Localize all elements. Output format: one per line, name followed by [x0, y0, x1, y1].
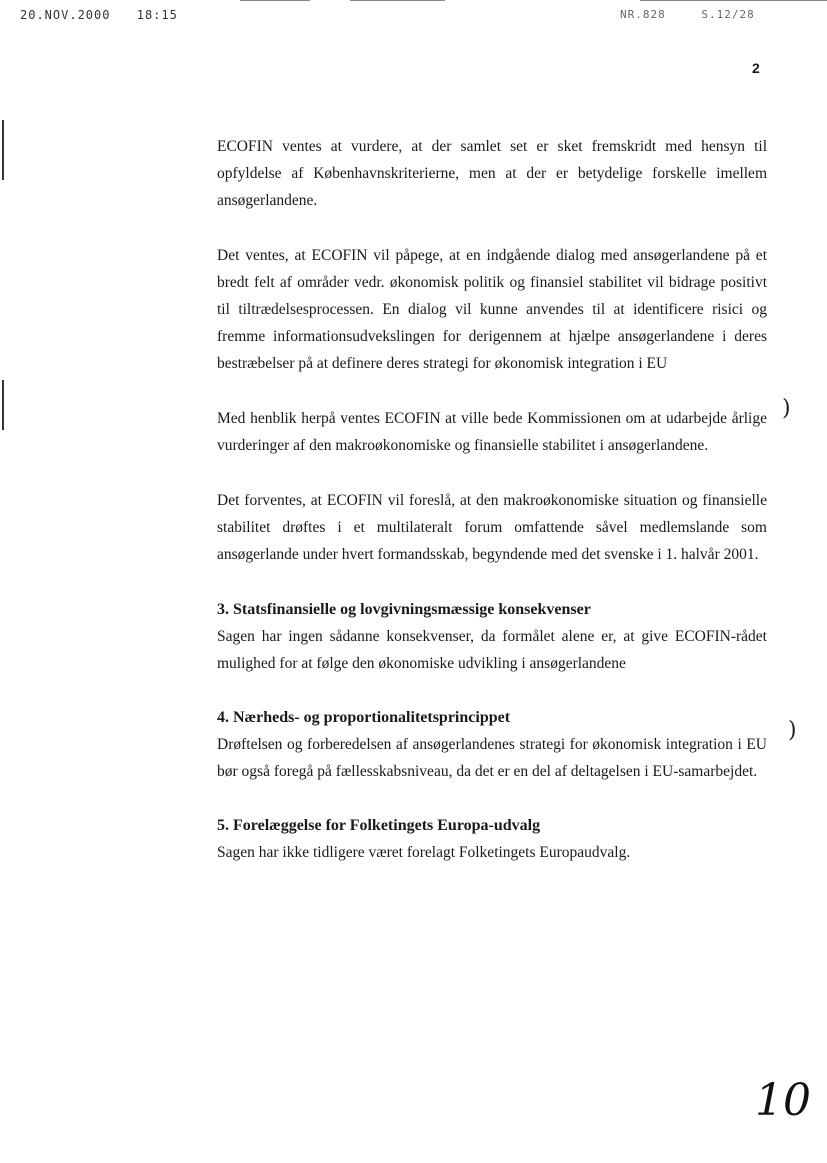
- paragraph: Med henblik herpå ventes ECOFIN at ville bede Kommissionen om at udarbejde årlige vurderinger af den makroøkonomiske og finansielle stabilitet i ansøgerlandene.: [217, 410, 767, 454]
- section-consequences: [217, 596, 767, 677]
- fax-header: [20, 8, 196, 22]
- fax-header-right: [620, 8, 783, 21]
- hole-punch-mark: ): [782, 396, 791, 421]
- fax-time: 18:15: [136, 8, 178, 22]
- section-heading: 5. Forelæggelse for Folketingets Europa-udvalg: [217, 817, 541, 834]
- document-body: [217, 133, 767, 893]
- hole-punch-mark: ): [788, 718, 797, 743]
- section-committee: [217, 812, 767, 866]
- page-number: 2: [752, 60, 760, 76]
- section-subsidiarity: [217, 704, 767, 785]
- fax-number: NR.828: [620, 8, 666, 21]
- paragraph: Det forventes, at ECOFIN vil foreslå, at den makroøkonomiske situation og finansielle stabilitet drøftes i et multilateralt forum omfattende såvel medlemslande som ansøgerlande under hvert formandsskab, begyndende med det svenske i 1. halvår 2001.: [217, 492, 767, 563]
- handwritten-page-number: 10: [755, 1075, 811, 1126]
- section-body: Sagen har ikke tidligere været forelagt Folketingets Europaudvalg.: [217, 844, 631, 861]
- section-heading: 3. Statsfinansielle og lovgivningsmæssige konsekvenser: [217, 601, 591, 618]
- top-scan-rule: [350, 0, 445, 1]
- section-heading: 4. Nærheds- og proportionalitetsprincippet: [217, 709, 511, 726]
- fax-date: 20.NOV.2000: [20, 8, 111, 22]
- fax-page-ref: S.12/28: [701, 8, 755, 21]
- section-body: Drøftelsen og forberedelsen af ansøgerlandenes strategi for økonomisk integration i EU bør også foregå på fællesskabsniveau, da det er en del af deltagelsen i EU-samarbejdet.: [217, 736, 767, 780]
- paragraph: ECOFIN ventes at vurdere, at der samlet set er sket fremskridt med hensyn til opfyldelse af Københavnskriterierne, men at der er betydelige forskelle imellem ansøgerlandene.: [217, 138, 767, 209]
- paragraph: Det ventes, at ECOFIN vil påpege, at en indgående dialog med ansøgerlandene på et bredt felt af områder vedr. økonomisk politik og finansiel stabilitet vil bidrage positivt til tiltrædelsesprocessen. En dialog vil kunne anvendes til at identificere risici og fremme informationsudvekslingen for derigennem at hjælpe ansøgerlandene i deres bestræbelser på at definere deres strategi for økonomisk integration i EU: [217, 247, 767, 372]
- top-scan-rule: [640, 0, 827, 1]
- left-scan-edge: [2, 380, 4, 430]
- section-body: Sagen har ingen sådanne konsekvenser, da formålet alene er, at give ECOFIN-rådet mulighed for at følge den økonomiske udvikling i ansøgerlandene: [217, 628, 767, 672]
- left-scan-edge: [2, 120, 4, 180]
- top-scan-rule: [240, 0, 310, 1]
